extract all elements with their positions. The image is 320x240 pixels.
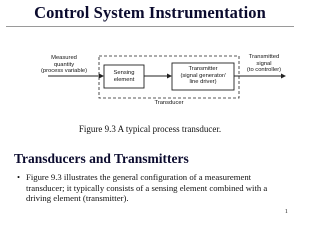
transmitter-label: Transmitter (signal generator/ line driver) xyxy=(180,66,226,86)
sensing-element-label: Sensing element xyxy=(113,70,135,83)
figure-caption: Figure 9.3 A typical process transducer. xyxy=(78,124,222,134)
bullet-icon: • xyxy=(17,172,21,182)
transducer-label: Transducer xyxy=(154,100,184,106)
bullet-text xyxy=(26,172,288,204)
measured-quantity-label: Measured quantity (process variable) xyxy=(40,55,88,75)
bullet-text-content: Figure 9.3 illustrates the general configuration of a measurement transducer; it typically consists of a sensing element combined with a driving element (transmitter). xyxy=(26,172,268,204)
page-number: 1 xyxy=(284,208,288,215)
transmitted-signal-label: Transmitted signal (to controller) xyxy=(246,54,282,74)
section-heading: Transducers and Transmitters xyxy=(14,151,189,166)
slide-title: Control System Instrumentation xyxy=(34,3,266,22)
